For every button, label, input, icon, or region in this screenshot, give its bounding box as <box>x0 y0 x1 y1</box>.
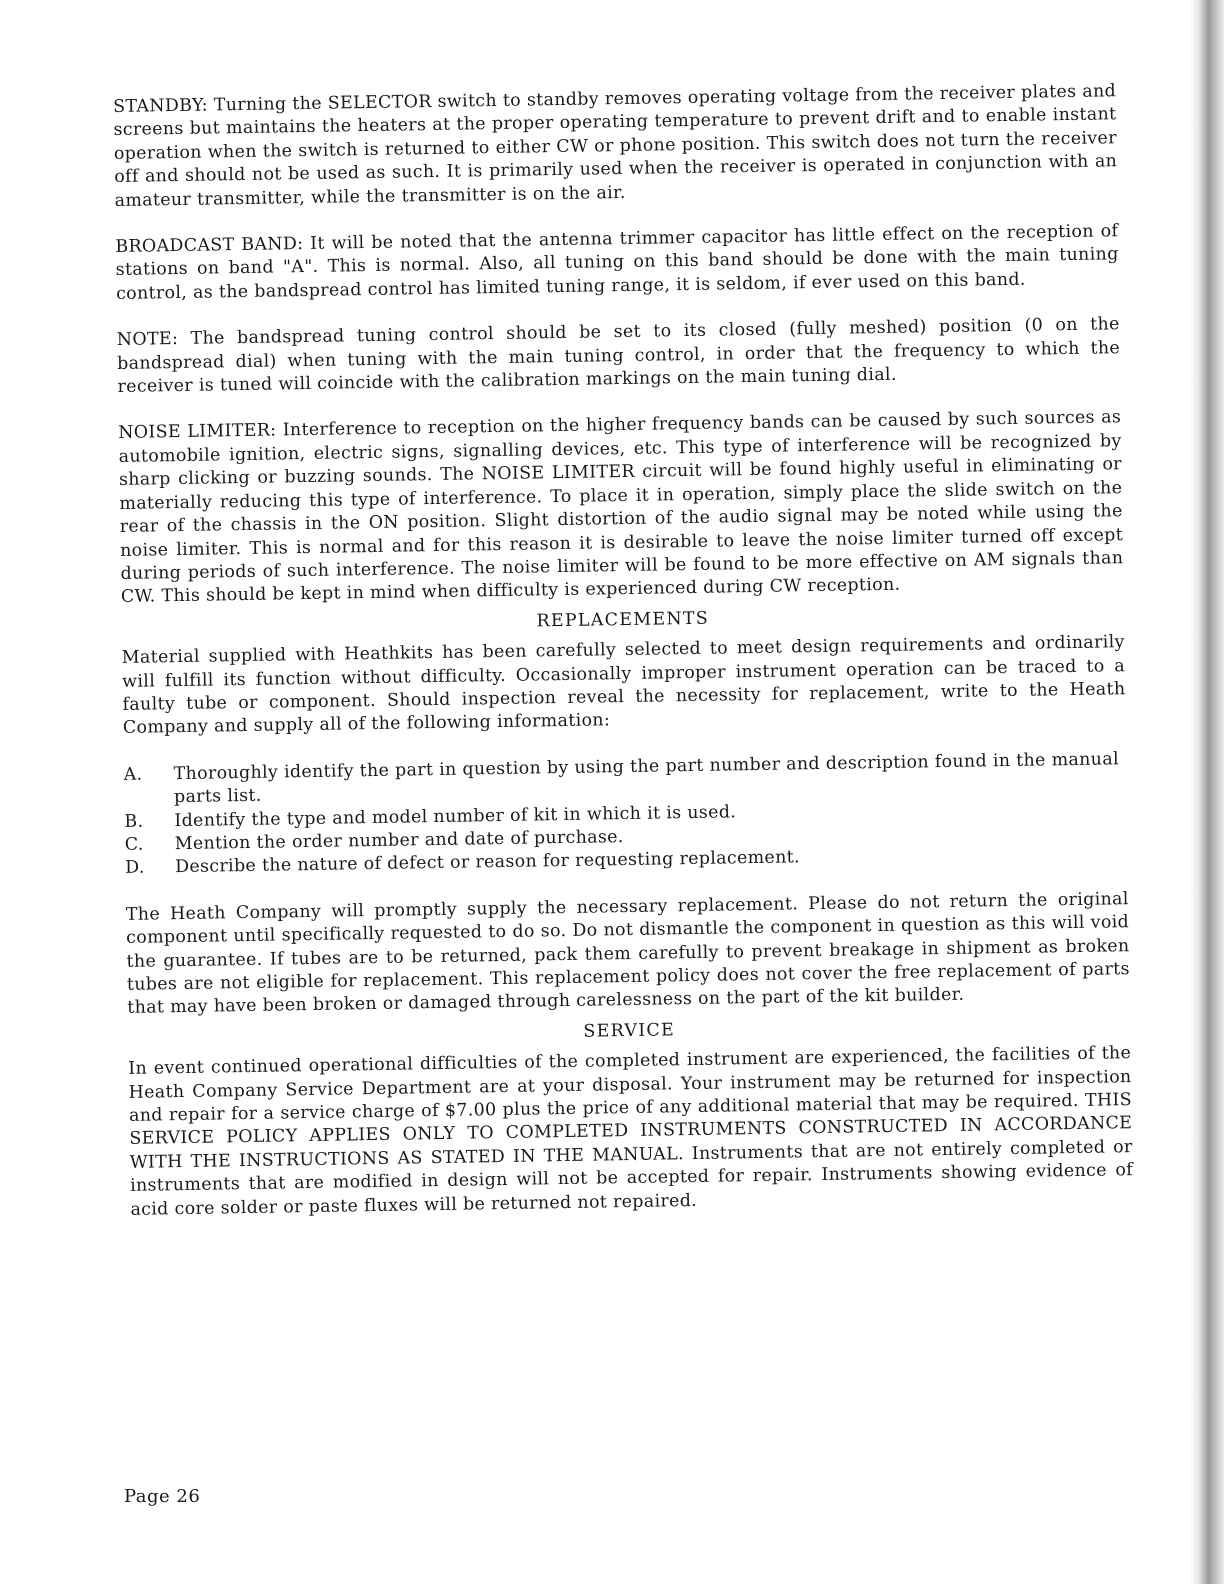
noise-limiter-paragraph: NOISE LIMITER: Interference to reception on the higher frequency bands can be caused by such sources as automobile ignition, electric signs, signalling devices, etc. This type of interference will be recognized by sharp clicking or buzzing sounds. The NOISE LIMITER circuit will be found highly useful in eliminating or materially reducing this type of interference. To place it in operation, simply place the slide switch on the rear of the chassis in the ON position. Slight distortion of the audio signal may be noted while using the noise limiter. This is normal and for this reason it is desirable to leave the noise limiter turned off except during periods of such interference. The noise limiter will be found to be more effective on AM signals than CW. This should be kept in mind when difficulty is experienced during CW reception. <box>118 407 1124 608</box>
page-edge-shadow <box>1190 0 1224 1584</box>
page-number: Page 26 <box>124 1486 201 1507</box>
list-item-marker: A. <box>123 764 143 785</box>
replacement-steps-list <box>123 748 1128 881</box>
list-item-text: Identify the type and model number of kit in which it is used. <box>174 801 737 831</box>
list-item-marker: C. <box>124 834 144 855</box>
standby-paragraph: STANDBY: Turning the SELECTOR switch to standby removes operating voltage from the receiver plates and screens but maintains the heaters at the proper operating temperature to prevent drift and to enable instant operation when the switch is returned to either CW or phone position. This switch does not turn the receiver off and should not be used as such. It is primarily used when the receiver is operated in conjunction with an amateur transmitter, while the transmitter is on the air. <box>113 81 1118 211</box>
replacements-intro: Material supplied with Heathkits has been carefully selected to meet design requirements and ordinarily will fulfill its function without difficulty. Occasionally improper instrument operation can be traced to a faulty tube or component. Should inspection reveal the necessity for replacement, write to the Heath Company and supply all of the following information: <box>121 632 1126 739</box>
service-heading: SERVICE <box>583 1020 676 1042</box>
service-paragraph: In event continued operational difficulties of the completed instrument are experienced, the facilities of the Heath Company Service Department are at your disposal. Your instrument may be returned for inspection and repair for a service charge of $7.00 plus the price of any additional material that may be required. THIS SERVICE POLICY APPLIES ONLY TO COMPLETED INSTRUMENTS CONSTRUCTED IN ACCORDANCE WITH THE INSTRUCTIONS AS STATED IN THE MANUAL. Instruments that are not entirely completed or instruments that are modified in design will not be accepted for repair. Instruments showing evidence of acid core solder or paste fluxes will be returned not repaired. <box>128 1043 1134 1220</box>
list-item-text: Mention the order number and date of purchase. <box>174 827 624 855</box>
list-item-marker: B. <box>124 811 144 832</box>
replacements-heading: REPLACEMENTS <box>536 608 710 632</box>
list-item-text: Describe the nature of defect or reason for requesting replacement. <box>174 847 801 878</box>
broadcast-band-paragraph: BROADCAST BAND: It will be noted that the antenna trimmer capacitor has little effect on the reception of stations on band "A". This is normal. Also, all tuning on this band should be done with the main tuning control, as the bandspread control has limited tuning range, it is seldom, if ever used on this band. <box>115 221 1119 304</box>
page-content <box>113 80 1134 1245</box>
list-item-text: Thoroughly identify the part in question by using the part number and description found in the manual parts list. <box>173 749 1120 808</box>
note-paragraph: NOTE: The bandspread tuning control should be set to its closed (fully meshed) position (0 on the bandspread dial) when tuning with the main tuning control, in order that the frequency to which the receiver is tuned will coincide with the calibration markings on the main tuning dial. <box>116 314 1121 398</box>
replacement-policy-paragraph: The Heath Company will promptly supply the necessary replacement. Please do not return the original component until specifically requested to do so. Do not dismantle the component in question as this will void the guarantee. If tubes are to be returned, pack them carefully to prevent breakage in shipment as broken tubes are not eligible for replacement. This replacement policy does not cover the free replacement of parts that may have been broken or damaged through carelessness on the part of the kit builder. <box>125 888 1130 1019</box>
list-item-marker: D. <box>124 857 145 879</box>
